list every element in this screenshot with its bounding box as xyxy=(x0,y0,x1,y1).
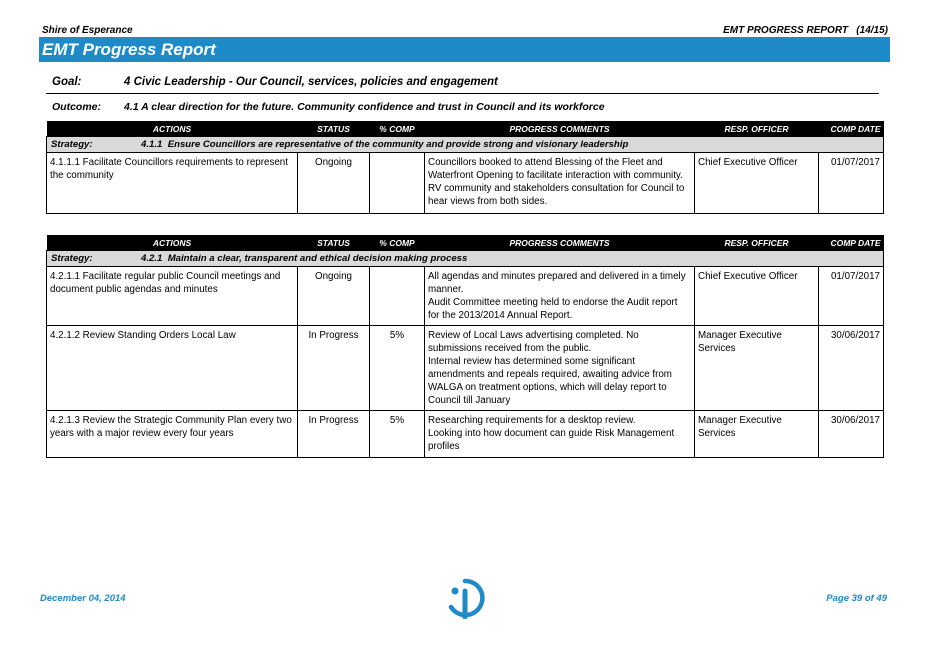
comment-line: Looking into how document can guide Risk Management profiles xyxy=(428,428,675,452)
action-cell: 4.2.1.2 Review Standing Orders Local Law xyxy=(47,326,298,411)
strategy-row xyxy=(47,251,884,267)
col-actions: ACTIONS xyxy=(47,235,298,251)
goal-label: Goal: xyxy=(52,76,82,88)
date-cell: 30/06/2017 xyxy=(819,326,884,411)
comments-cell xyxy=(425,326,695,411)
officer-cell: Chief Executive Officer xyxy=(695,267,819,326)
comment-line: RV community and stakeholders consultation for Council to hear views from both sides. xyxy=(428,183,685,207)
status-cell: Ongoing xyxy=(298,153,370,214)
comment-line: Researching requirements for a desktop review. xyxy=(428,415,636,426)
officer-cell: Chief Executive Officer xyxy=(695,153,819,214)
col-officer: RESP. OFFICER xyxy=(695,235,819,251)
shire-logo-icon xyxy=(443,577,487,624)
comp-cell: 5% xyxy=(370,326,425,411)
officer-cell: Manager Executive Services xyxy=(695,326,819,411)
goal-row xyxy=(52,76,498,88)
strategy-label: Strategy: xyxy=(51,253,93,264)
report-title-page-count: EMT PROGRESS REPORT (14/15) xyxy=(723,25,888,36)
report-banner: EMT Progress Report xyxy=(39,37,890,62)
col-actions: ACTIONS xyxy=(47,121,298,137)
strategy-cell xyxy=(47,251,884,267)
actions-table-4-1-1 xyxy=(46,121,884,214)
comments-cell xyxy=(425,411,695,458)
table-row xyxy=(47,411,884,458)
col-status: STATUS xyxy=(298,121,370,137)
comp-cell xyxy=(370,153,425,214)
table-row xyxy=(47,153,884,214)
actions-table-4-2-1 xyxy=(46,235,884,458)
comp-cell xyxy=(370,267,425,326)
action-cell: 4.2.1.3 Review the Strategic Community Plan every two years with a major review every four years xyxy=(47,411,298,458)
status-cell: In Progress xyxy=(298,326,370,411)
strategy-row xyxy=(47,137,884,153)
date-cell: 30/06/2017 xyxy=(819,411,884,458)
comment-line: Internal review has determined some significant amendments and repeals required, awaiting advice from WALGA on treatment options, which will delay report to Council till January xyxy=(428,356,672,406)
comments-cell xyxy=(425,153,695,214)
date-cell: 01/07/2017 xyxy=(819,267,884,326)
strategy-label: Strategy: xyxy=(51,139,93,150)
comment-line: Audit Committee meeting held to endorse the Audit report for the 2013/2014 Annual Report. xyxy=(428,297,678,321)
footer-page-number: Page 39 of 49 xyxy=(826,593,887,604)
strategy-code: 4.1.1 xyxy=(141,139,163,150)
footer-date: December 04, 2014 xyxy=(40,593,126,604)
organisation-name: Shire of Esperance xyxy=(42,25,133,36)
strategy-text: Maintain a clear, transparent and ethical decision making process xyxy=(167,253,468,264)
outcome-row xyxy=(52,101,605,113)
col-comp: % COMP xyxy=(370,235,425,251)
strategy-text: Ensure Councillors are representative of the community and provide strong and visionary leadership xyxy=(167,139,629,150)
goal-text: 4 Civic Leadership - Our Council, services, policies and engagement xyxy=(124,76,498,88)
status-cell: In Progress xyxy=(298,411,370,458)
comp-cell: 5% xyxy=(370,411,425,458)
outcome-text: 4.1 A clear direction for the future. Community confidence and trust in Council and its workforce xyxy=(124,101,605,113)
strategy-cell xyxy=(47,137,884,153)
col-date: COMP DATE xyxy=(819,121,884,137)
strategy-code: 4.2.1 xyxy=(141,253,163,264)
col-comp: % COMP xyxy=(370,121,425,137)
outcome-label: Outcome: xyxy=(52,101,102,113)
comments-cell xyxy=(425,267,695,326)
status-cell: Ongoing xyxy=(298,267,370,326)
comment-line: Councillors booked to attend Blessing of the Fleet and Waterfront Opening to facilitate interaction with community. xyxy=(428,157,683,181)
table-header-row xyxy=(47,235,884,251)
col-date: COMP DATE xyxy=(819,235,884,251)
goal-divider xyxy=(46,93,879,94)
col-status: STATUS xyxy=(298,235,370,251)
col-comments: PROGRESS COMMENTS xyxy=(425,235,695,251)
table-header-row xyxy=(47,121,884,137)
table-row xyxy=(47,267,884,326)
comment-line: Review of Local Laws advertising completed. No submissions received from the public. xyxy=(428,330,639,354)
officer-cell: Manager Executive Services xyxy=(695,411,819,458)
action-cell: 4.1.1.1 Facilitate Councillors requirements to represent the community xyxy=(47,153,298,214)
table-row xyxy=(47,326,884,411)
col-comments: PROGRESS COMMENTS xyxy=(425,121,695,137)
col-officer: RESP. OFFICER xyxy=(695,121,819,137)
date-cell: 01/07/2017 xyxy=(819,153,884,214)
action-cell: 4.2.1.1 Facilitate regular public Council meetings and document public agendas and minutes xyxy=(47,267,298,326)
comment-line: All agendas and minutes prepared and delivered in a timely manner. xyxy=(428,271,686,295)
